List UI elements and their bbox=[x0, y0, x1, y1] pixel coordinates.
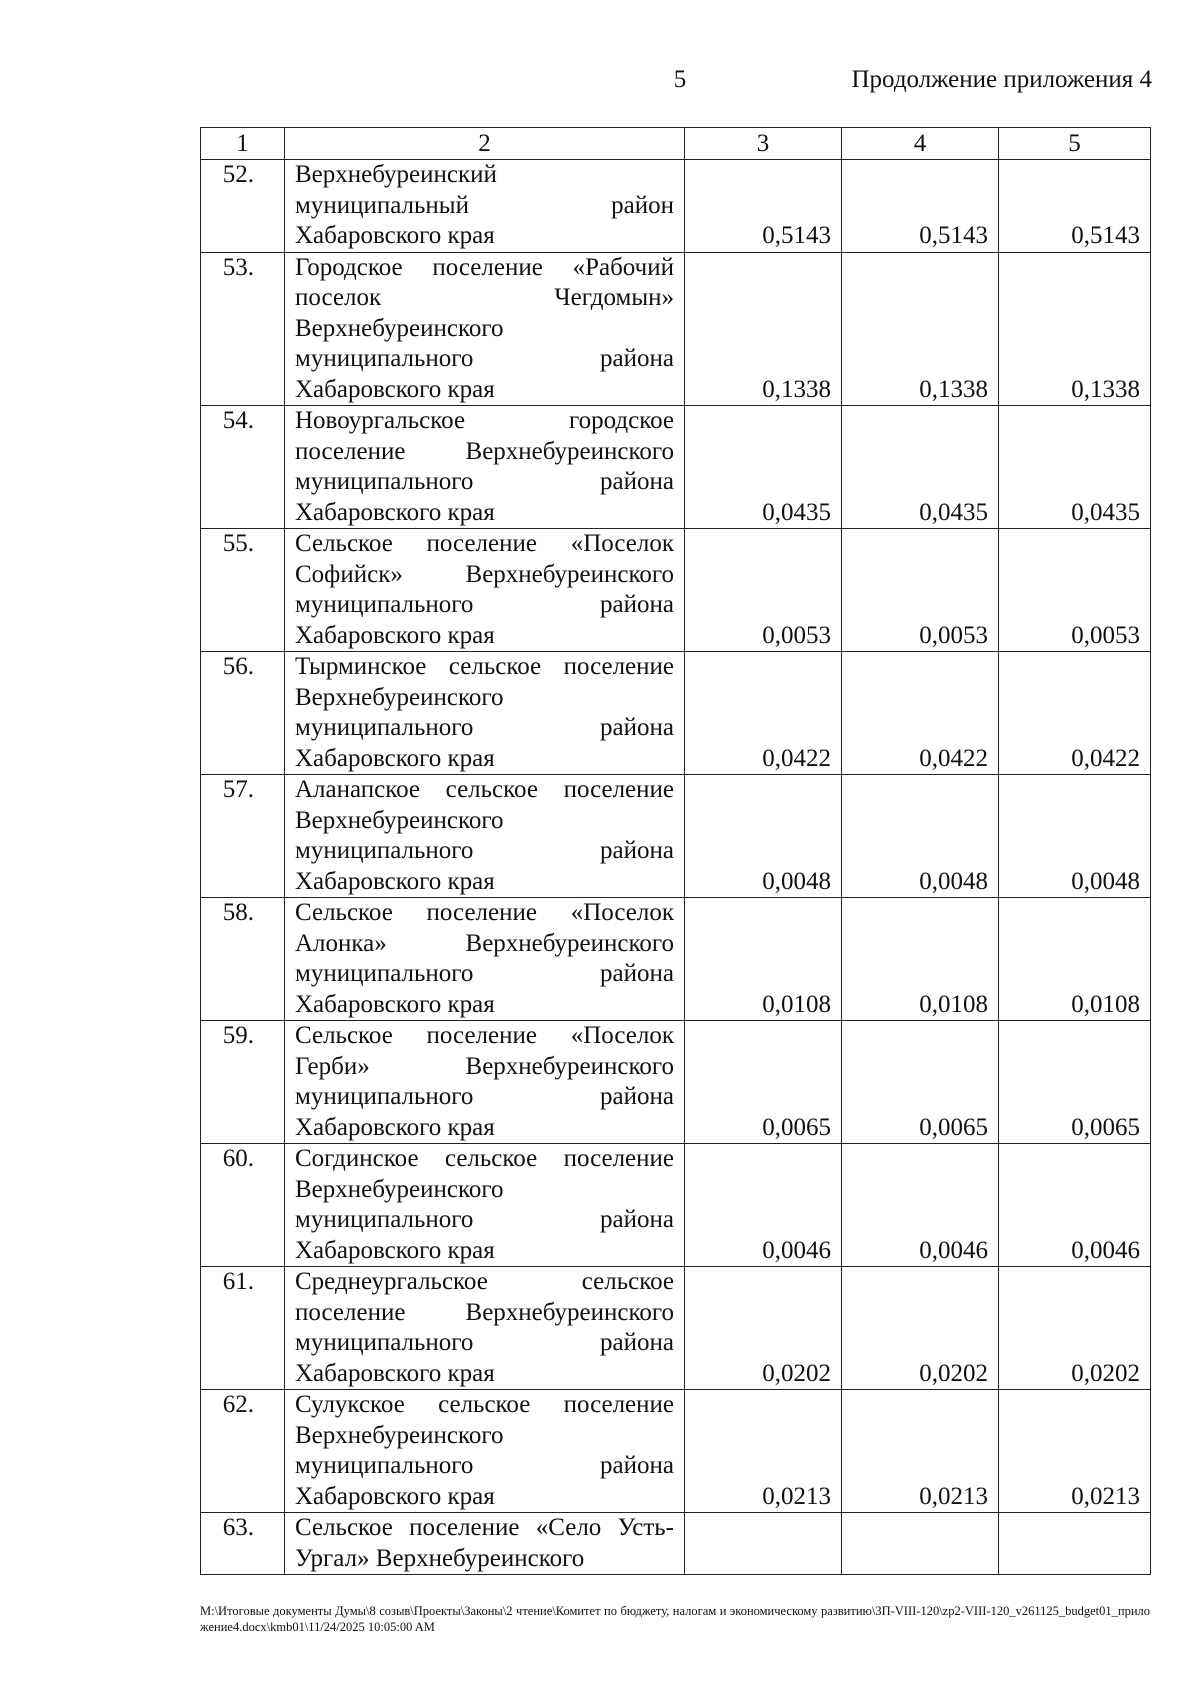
row-number: 52. bbox=[201, 160, 285, 253]
value-col-3: 0,5143 bbox=[685, 160, 842, 253]
row-number: 59. bbox=[201, 1021, 285, 1144]
allocation-table bbox=[200, 127, 1151, 1575]
row-number: 58. bbox=[201, 898, 285, 1021]
value-col-5: 0,0202 bbox=[999, 1267, 1151, 1390]
municipality-name: Аланапское сельское поселение Верхнебуреинского муниципального района Хабаровского края bbox=[285, 775, 685, 898]
row-number: 57. bbox=[201, 775, 285, 898]
value-col-5: 0,0053 bbox=[999, 529, 1151, 652]
municipality-name: Городское поселение «Рабочий поселок Чегдомын» Верхнебуреинского муниципального района Хабаровского края bbox=[285, 252, 685, 406]
municipality-name: Сулукское сельское поселение Верхнебуреинского муниципального района Хабаровского края bbox=[285, 1390, 685, 1513]
municipality-name: Сельское поселение «Поселок Софийск» Верхнебуреинского муниципального района Хабаровского края bbox=[285, 529, 685, 652]
value-col-4: 0,0108 bbox=[842, 898, 999, 1021]
value-col-4: 0,0053 bbox=[842, 529, 999, 652]
value-col-3: 0,0213 bbox=[685, 1390, 842, 1513]
value-col-3: 0,0435 bbox=[685, 406, 842, 529]
municipality-name: Сельское поселение «Поселок Герби» Верхнебуреинского муниципального района Хабаровского края bbox=[285, 1021, 685, 1144]
continuation-label: Продолжение приложения 4 bbox=[851, 66, 1152, 93]
row-number: 56. bbox=[201, 652, 285, 775]
value-col-3: 0,0202 bbox=[685, 1267, 842, 1390]
value-col-4: 0,0065 bbox=[842, 1021, 999, 1144]
value-col-5: 0,0422 bbox=[999, 652, 1151, 775]
row-number: 53. bbox=[201, 252, 285, 406]
value-col-4: 0,1338 bbox=[842, 252, 999, 406]
value-col-4: 0,5143 bbox=[842, 160, 999, 253]
row-number: 54. bbox=[201, 406, 285, 529]
value-col-5: 0,0065 bbox=[999, 1021, 1151, 1144]
table-row bbox=[201, 1513, 1151, 1575]
value-col-4: 0,0048 bbox=[842, 775, 999, 898]
value-col-4: 0,0202 bbox=[842, 1267, 999, 1390]
value-col-3: 0,0065 bbox=[685, 1021, 842, 1144]
value-col-4: 0,0046 bbox=[842, 1144, 999, 1267]
page-number: 5 bbox=[673, 66, 687, 93]
value-col-3: 0,0048 bbox=[685, 775, 842, 898]
row-number: 61. bbox=[201, 1267, 285, 1390]
value-col-4 bbox=[842, 1513, 999, 1575]
table-row bbox=[201, 1144, 1151, 1267]
column-header-5: 5 bbox=[999, 128, 1151, 160]
row-number: 62. bbox=[201, 1390, 285, 1513]
table-row bbox=[201, 898, 1151, 1021]
row-number: 60. bbox=[201, 1144, 285, 1267]
value-col-3 bbox=[685, 1513, 842, 1575]
allocation-table-container bbox=[200, 127, 1150, 1575]
value-col-5: 0,0048 bbox=[999, 775, 1151, 898]
column-header-3: 3 bbox=[685, 128, 842, 160]
value-col-5: 0,0108 bbox=[999, 898, 1151, 1021]
row-number: 55. bbox=[201, 529, 285, 652]
value-col-5: 0,0213 bbox=[999, 1390, 1151, 1513]
value-col-3: 0,0422 bbox=[685, 652, 842, 775]
table-row bbox=[201, 1267, 1151, 1390]
value-col-3: 0,0046 bbox=[685, 1144, 842, 1267]
table-row bbox=[201, 160, 1151, 253]
table-row bbox=[201, 252, 1151, 406]
table-row bbox=[201, 652, 1151, 775]
municipality-name: Сельское поселение «Село Усть-Ургал» Верхнебуреинского bbox=[285, 1513, 685, 1575]
value-col-5 bbox=[999, 1513, 1151, 1575]
value-col-5: 0,5143 bbox=[999, 160, 1151, 253]
value-col-5: 0,0046 bbox=[999, 1144, 1151, 1267]
column-header-1: 1 bbox=[201, 128, 285, 160]
value-col-4: 0,0422 bbox=[842, 652, 999, 775]
row-number: 63. bbox=[201, 1513, 285, 1575]
table-row bbox=[201, 529, 1151, 652]
municipality-name: Согдинское сельское поселение Верхнебуреинского муниципального района Хабаровского края bbox=[285, 1144, 685, 1267]
table-row bbox=[201, 1021, 1151, 1144]
value-col-3: 0,1338 bbox=[685, 252, 842, 406]
column-header-2: 2 bbox=[285, 128, 685, 160]
value-col-5: 0,1338 bbox=[999, 252, 1151, 406]
municipality-name: Сельское поселение «Поселок Алонка» Верхнебуреинского муниципального района Хабаровского края bbox=[285, 898, 685, 1021]
value-col-5: 0,0435 bbox=[999, 406, 1151, 529]
value-col-3: 0,0108 bbox=[685, 898, 842, 1021]
table-row bbox=[201, 1390, 1151, 1513]
value-col-3: 0,0053 bbox=[685, 529, 842, 652]
table-row bbox=[201, 406, 1151, 529]
value-col-4: 0,0213 bbox=[842, 1390, 999, 1513]
table-header-row bbox=[201, 128, 1151, 160]
municipality-name: Верхнебуреинский муниципальный район Хабаровского края bbox=[285, 160, 685, 253]
municipality-name: Среднеургальское сельское поселение Верхнебуреинского муниципального района Хабаровского края bbox=[285, 1267, 685, 1390]
file-path-footer: M:\Итоговые документы Думы\8 созыв\Проекты\Законы\2 чтение\Комитет по бюджету, налогам и экономическому развитию\ЗП-VIII-120\zp2-VIII-120_v261125_budget01_приложение4.docx\kmb01\11/24/2025 10:05:00 AM bbox=[200, 1604, 1150, 1634]
municipality-name: Новоургальское городское поселение Верхнебуреинского муниципального района Хабаровского края bbox=[285, 406, 685, 529]
table-row bbox=[201, 775, 1151, 898]
column-header-4: 4 bbox=[842, 128, 999, 160]
value-col-4: 0,0435 bbox=[842, 406, 999, 529]
municipality-name: Тырминское сельское поселение Верхнебуреинского муниципального района Хабаровского края bbox=[285, 652, 685, 775]
